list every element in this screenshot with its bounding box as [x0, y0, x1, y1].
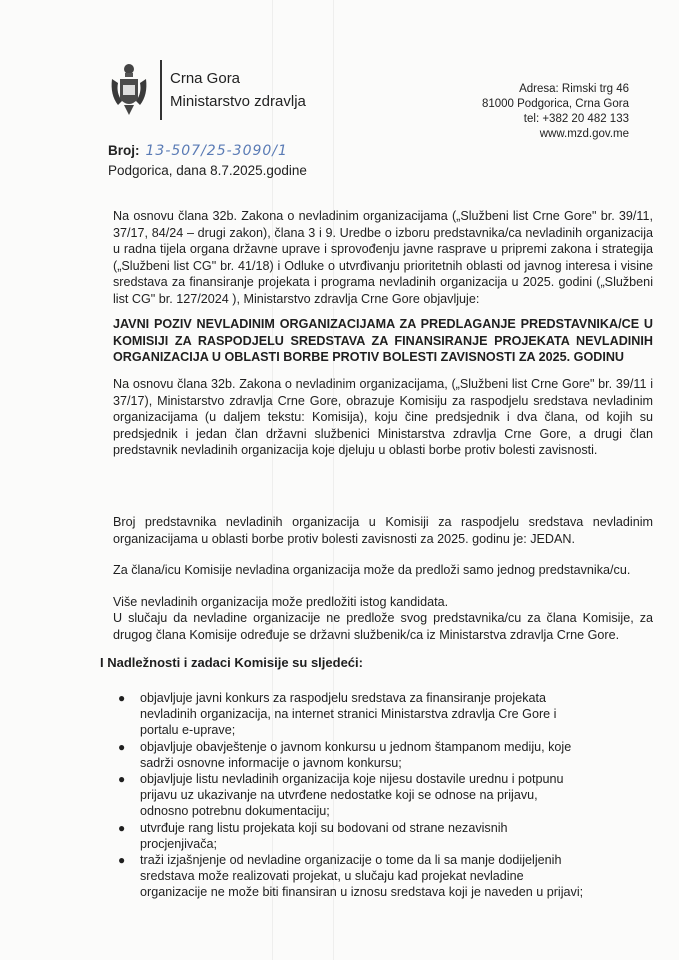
org-ministry: Ministarstvo zdravlja: [170, 93, 306, 110]
contact-block: [482, 82, 629, 142]
bullet-dot-icon: ●: [118, 853, 126, 868]
list-item: [118, 852, 588, 901]
duties-list: [118, 690, 588, 901]
list-item-text: utvrđuje rang listu projekata koji su bodovani od strane nezavisnih procjenjivača;: [140, 820, 508, 851]
paragraph-committee: [113, 376, 653, 459]
paragraph-one-rep: [113, 562, 653, 579]
paragraph-text: Za člana/icu Komisije nevladina organizacija može da predloži samo jednog predstavnika/cu.: [113, 563, 631, 577]
paragraph-text: Više nevladinih organizacija može predložiti istog kandidata.: [113, 595, 449, 609]
list-item: [118, 771, 588, 820]
list-item-text: traži izjašnjenje od nevladine organizacije o tome da li sa manje dodijeljenih sredstava može realizovati projekat, u slučaju kad projekat nevladine organizacije ne može biti finansiran u iznosu sredstava koji je naveden u prijavi;: [140, 853, 584, 900]
broj-label: Broj:: [108, 143, 140, 158]
coat-of-arms-icon: [108, 61, 150, 119]
list-item: [118, 690, 588, 739]
website: www.mzd.gov.me: [539, 128, 629, 140]
intro-text: Na osnovu člana 32b. Zakona o nevladinim organizacijama („Službeni list Crne Gore" br. 39/11, 37/17, 84/24 – drugi zakon), člana 3 i 9. Uredbe o izboru predstavnika/ca nevladinih organizacija u radna tijela organa državne uprave i sprovođenju javne rasprave u pripremi zakona i strategija („Službeni list CG" br. 41/18) i Odluke o utvrđivanju prioritetnih oblasti od javnog interesa i visine sredstava za finansiranje projekata i programa nevladinih organizacija u 2025. godini („Službeni list CG" br. 127/2024 ), Ministarstvo zdravlja Crne Gore objavljuje:: [113, 209, 653, 306]
section-heading: I Nadležnosti i zadaci Komisije su sljedeći:: [100, 655, 363, 670]
list-item: [118, 820, 588, 852]
paragraph-text: Na osnovu člana 32b. Zakona o nevladinim organizacijama, („Službeni list Crne Gore" br. 39/11 i 37/17), Ministarstvo zdravlja Crne Gore, obrazuje Komisiju za raspodjelu sredstava nevladinim organizacijama (u daljem tekstu: Komisija), koju čine predsjednik i dva člana, od kojih su predsjednik i jedan član državni službenici Ministarstva zdravlja Crne Gore, a drugi član predstavnik nevladinih organizacija koje djeluju u oblasti borbe protiv bolesti zavisnosti.: [113, 377, 653, 457]
paragraph-same-candidate: [113, 594, 653, 611]
broj-handwritten-value: 13-507/25-3090/1: [145, 143, 288, 159]
letterhead-divider: [160, 60, 162, 120]
bullet-dot-icon: ●: [118, 739, 126, 754]
paragraph-text: Broj predstavnika nevladinih organizacija u Komisiji za raspodjelu sredstava nevladinim organizacijama u oblasti borbe protiv bolesti zavisnosti za 2025. godinu je: JEDAN.: [113, 515, 653, 546]
paragraph-count: [113, 514, 653, 547]
bullet-dot-icon: ●: [118, 772, 126, 787]
letterhead: [108, 60, 306, 120]
place-date: Podgorica, dana 8.7.2025.godine: [108, 163, 307, 178]
intro-paragraph: [113, 208, 653, 307]
paragraph-fallback: [113, 610, 653, 643]
list-item-text: objavljuje listu nevladinih organizacija koje nijesu dostavile urednu i potpunu prijavu uz ukazivanje na utvrđene nedostatke koji se odnose na prijavu, odnosno potrebnu dokumentaciju;: [140, 772, 564, 819]
reference-number: [108, 143, 288, 159]
telephone: tel: +382 20 482 133: [523, 113, 629, 125]
address: Adresa: Rimski trg 46: [519, 83, 629, 95]
bullet-dot-icon: ●: [118, 820, 126, 835]
document-title: JAVNI POZIV NEVLADINIM ORGANIZACIJAMA ZA PREDLAGANJE PREDSTAVNIKA/CE U KOMISIJI ZA RASPODJELU SREDSTAVA ZA FINANSIRANJE PROJEKATA NEVLADINIH ORGANIZACIJA U OBLASTI BORBE PROTIV BOLESTI ZAVISNOSTI ZA 2025. GODINU: [113, 317, 653, 364]
org-country: Crna Gora: [170, 70, 241, 87]
paragraph-text: U slučaju da nevladine organizacije ne predlože svog predstavnika/cu za člana Komisije, za drugog člana Komisije određuje se državni službenik/ca iz Ministarstva zdravlja Crne Gore.: [113, 611, 653, 642]
list-item-text: objavljuje javni konkurs za raspodjelu sredstava za finansiranje projekata nevladinih organizacija, na internet stranici Ministarstva zdravlja Cre Gore i portalu e-uprave;: [140, 691, 557, 738]
list-item-text: objavljuje obavještenje o javnom konkursu u jednom štampanom mediju, koje sadrži osnovne informacije o javnom konkursu;: [140, 739, 572, 770]
bullet-dot-icon: ●: [118, 691, 126, 705]
city: 81000 Podgorica, Crna Gora: [481, 98, 629, 110]
list-item: [118, 739, 588, 771]
